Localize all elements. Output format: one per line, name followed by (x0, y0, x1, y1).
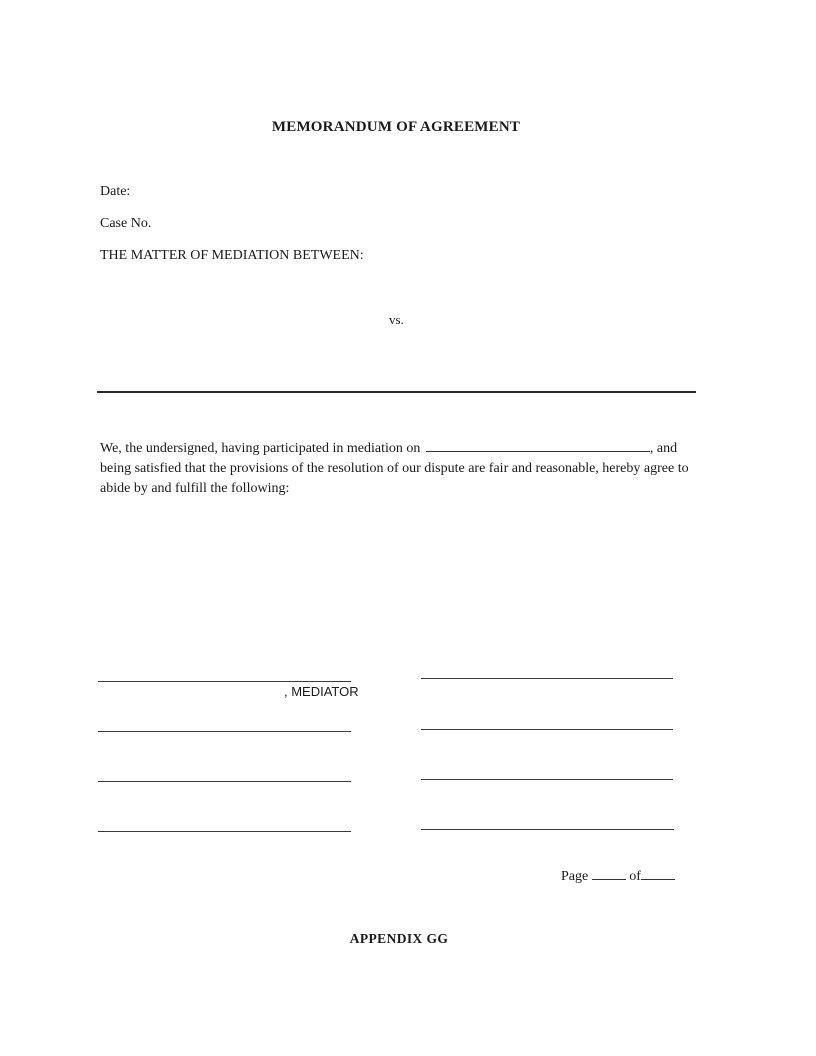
page-total-blank[interactable] (641, 867, 675, 880)
paragraph-text-end: , and being satisfied that the provisions of the resolution of our dispute are fair and reasonable, hereby agree to abide by and fulfill the following: (100, 441, 689, 496)
page-label: Page (561, 869, 589, 884)
signature-line-left-4[interactable] (98, 831, 351, 832)
signature-line-left-3[interactable] (98, 781, 351, 782)
mediator-label: , MEDIATOR (284, 684, 359, 699)
signature-line-right-4[interactable] (421, 829, 674, 830)
mediation-date-blank[interactable] (426, 438, 650, 452)
appendix-label: APPENDIX GG (349, 931, 449, 946)
signature-line-right-1[interactable] (421, 678, 673, 679)
signature-line-left-2[interactable] (98, 731, 351, 732)
page-number (561, 867, 675, 885)
signature-line-right-2[interactable] (421, 729, 673, 730)
signature-line-right-3[interactable] (421, 779, 673, 780)
document-title: MEMORANDUM OF AGREEMENT (271, 119, 521, 135)
of-label: of (629, 869, 641, 884)
date-label: Date: (100, 184, 131, 199)
paragraph-text-start: We, the undersigned, having participated in mediation on (100, 441, 421, 456)
matter-label: THE MATTER OF MEDIATION BETWEEN: (100, 248, 364, 263)
section-divider (97, 391, 696, 393)
versus-label: vs. (389, 312, 404, 327)
page-current-blank[interactable] (592, 867, 626, 880)
case-number-label: Case No. (100, 216, 152, 231)
agreement-paragraph (100, 438, 700, 499)
mediator-signature-line[interactable] (98, 681, 351, 682)
